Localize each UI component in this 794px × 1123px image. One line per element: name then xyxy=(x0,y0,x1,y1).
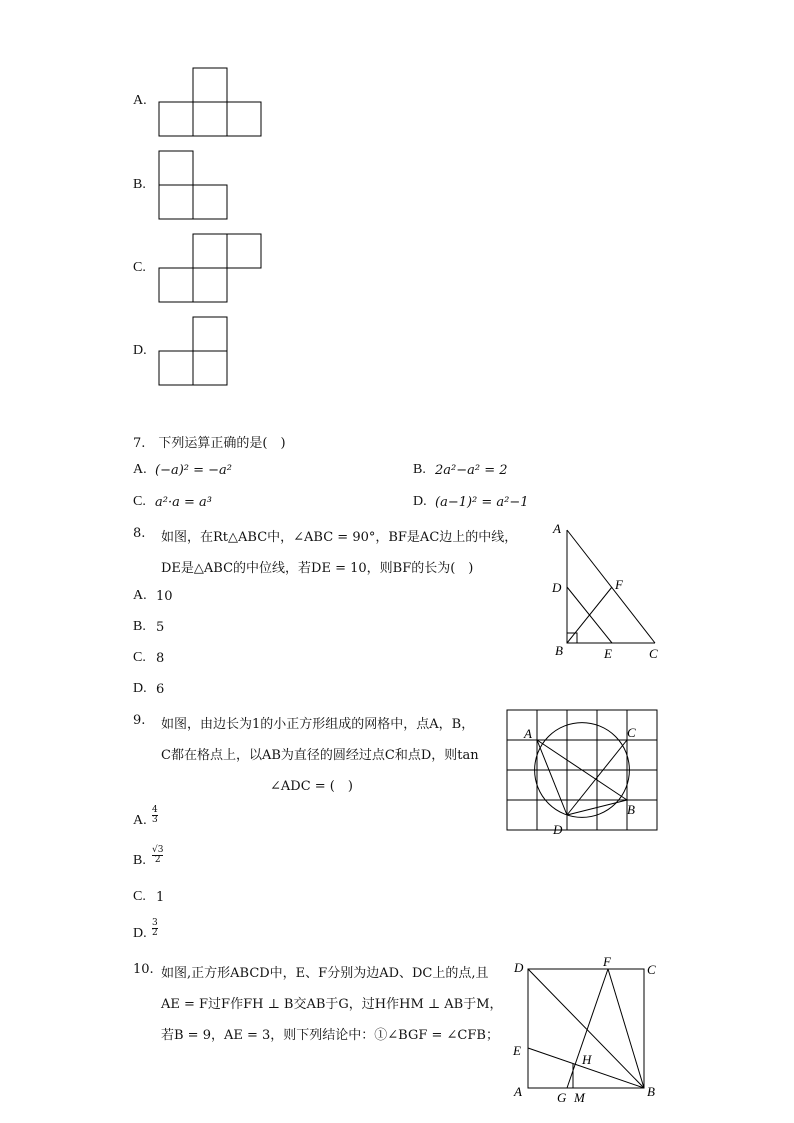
q9-option-d-label: D. xyxy=(133,926,147,941)
q7-option-d-label: D. xyxy=(413,494,427,509)
q9-option-d-denominator: 2 xyxy=(152,928,158,938)
q9-label-c: C xyxy=(627,725,636,740)
q8-number: 8. xyxy=(133,526,146,541)
q8-label-b: B xyxy=(555,643,563,658)
q9-option-a-denominator: 3 xyxy=(152,815,158,825)
q8-label-d: D xyxy=(552,580,562,595)
q10-label-h: H xyxy=(582,1052,592,1067)
q10-segment-db xyxy=(528,969,644,1088)
q9-option-d-numerator: 3 xyxy=(152,918,158,928)
q8-option-a-text: 10 xyxy=(156,589,173,604)
q9-stem-line2: C都在格点上，以AB为直径的圆经过点C和点D，则tan xyxy=(161,748,479,763)
q10-label-b: B xyxy=(647,1084,655,1099)
q10-label-g: G xyxy=(557,1090,567,1105)
q7-option-d-text: (a−1)² = a²−1 xyxy=(435,495,529,510)
q9-label-a: A xyxy=(524,726,532,741)
q9-label-d: D xyxy=(553,822,563,837)
q9-option-b-denominator: 2 xyxy=(154,855,161,865)
q10-label-f: F xyxy=(603,954,611,969)
q8-option-c-text: 8 xyxy=(156,651,165,666)
q9-option-b-label: B. xyxy=(133,853,146,868)
q7-option-a-text: (−a)² = −a² xyxy=(155,463,233,478)
q9-stem-line3: ∠ADC = ( ) xyxy=(270,779,353,794)
q10-label-a: A xyxy=(514,1084,522,1099)
q8-label-f: F xyxy=(615,577,623,592)
q8-option-b-label: B. xyxy=(133,619,146,634)
q10-label-d: D xyxy=(514,960,524,975)
q9-option-c-label: C. xyxy=(133,889,146,904)
q9-option-a-label: A. xyxy=(133,813,147,828)
q7-option-c-text: a²·a = a³ xyxy=(155,495,212,510)
q6-option-d-label: D. xyxy=(133,343,147,358)
q10-label-c: C xyxy=(647,962,656,977)
q10-stem-line1: 如图,正方形ABCD中，E、F分别为边AD、DC上的点,且 xyxy=(161,966,489,981)
q9-stem-line1: 如图，由边长为1的小正方形组成的网格中，点A，B， xyxy=(161,717,475,732)
q8-label-e: E xyxy=(604,646,612,661)
q8-stem-line1: 如图，在Rt△ABC中，∠ABC = 90°，BF是AC边上的中线， xyxy=(161,530,518,545)
q7-option-a-label: A. xyxy=(133,462,147,477)
q7-stem: 7. 下列运算正确的是( ) xyxy=(133,436,286,451)
q10-label-e: E xyxy=(513,1043,521,1058)
q9-option-c-text: 1 xyxy=(156,890,165,905)
q7-option-b-label: B. xyxy=(413,462,426,477)
q9-label-b: B xyxy=(627,802,635,817)
q7-option-b-text: 2a²−a² = 2 xyxy=(435,463,508,478)
q7-option-c-label: C. xyxy=(133,494,146,509)
q8-option-a-label: A. xyxy=(133,588,147,603)
q8-label-c: C xyxy=(649,646,658,661)
q9-number: 9. xyxy=(133,713,146,728)
q8-option-d-label: D. xyxy=(133,681,147,696)
q6-option-c-label: C. xyxy=(133,260,146,275)
q9-option-b-numerator: √3 xyxy=(152,845,164,855)
q6-option-b-label: B. xyxy=(133,177,146,192)
q8-stem-line2: DE是△ABC的中位线，若DE = 10，则BF的长为( ) xyxy=(161,561,474,576)
q8-label-a: A xyxy=(553,521,561,536)
q10-number: 10. xyxy=(133,962,154,977)
q6-option-a-label: A. xyxy=(133,93,147,108)
q10-label-m: M xyxy=(574,1090,585,1105)
q10-stem-line2: AE = F过F作FH ⊥ B交AB于G，过H作HM ⊥ AB于M， xyxy=(161,997,503,1012)
q8-option-b-text: 5 xyxy=(156,620,165,635)
q8-option-c-label: C. xyxy=(133,650,146,665)
q8-option-d-text: 6 xyxy=(156,682,165,697)
q10-stem-line3: 若B = 9，AE = 3，则下列结论中：①∠BGF = ∠CFB； xyxy=(161,1028,499,1043)
q9-option-a-numerator: 4 xyxy=(152,805,158,815)
